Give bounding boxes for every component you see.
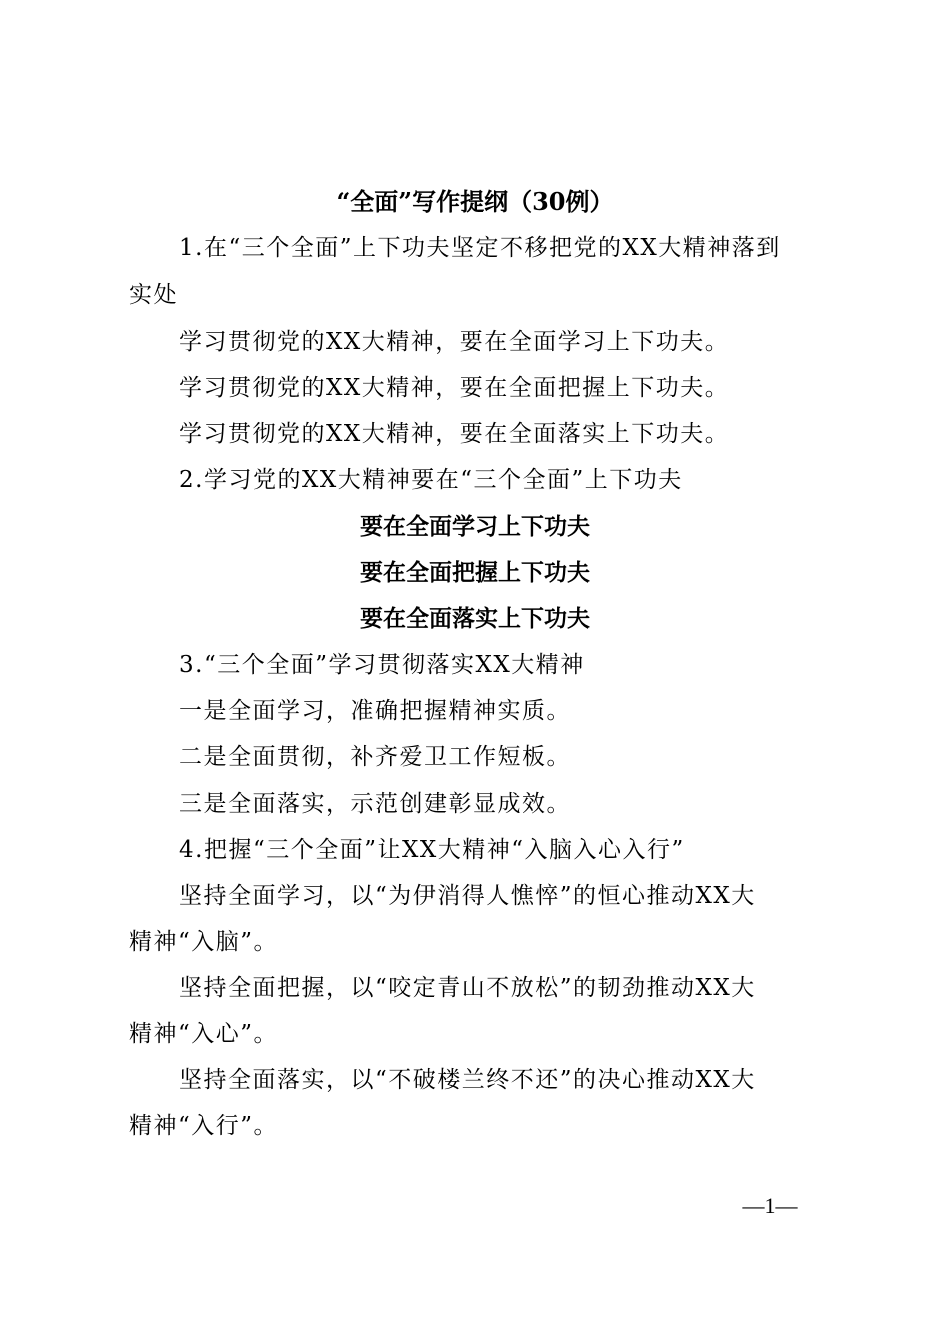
section2-item: 要在全面把握上下功夫 [360, 559, 590, 586]
section1-heading-line2: 实处 [129, 282, 178, 308]
section4-item-line2: 精神“入行”。 [129, 1113, 279, 1139]
section3-heading: 3.“三个全面”学习贯彻落实XX大精神 [179, 652, 585, 678]
section3-item: 二是全面贯彻，补齐爱卫工作短板。 [179, 744, 571, 770]
section1-item: 学习贯彻党的XX大精神，要在全面学习上下功夫。 [179, 329, 730, 355]
section2-item: 要在全面落实上下功夫 [360, 605, 590, 632]
section4-item-line1: 坚持全面把握，以“咬定青山不放松”的韧劲推动XX大 [179, 975, 756, 1001]
section3-item: 一是全面学习，准确把握精神实质。 [179, 698, 571, 724]
section4-item-line2: 精神“入脑”。 [129, 929, 279, 955]
section4-heading: 4.把握“三个全面”让XX大精神“入脑入心入行” [179, 837, 685, 863]
section4-item-line1: 坚持全面落实，以“不破楼兰终不还”的决心推动XX大 [179, 1067, 756, 1093]
section1-item: 学习贯彻党的XX大精神，要在全面落实上下功夫。 [179, 421, 730, 447]
section1-heading-line1: 1.在“三个全面”上下功夫坚定不移把党的XX大精神落到 [179, 235, 781, 261]
section4-item-line2: 精神“入心”。 [129, 1021, 279, 1047]
section3-item: 三是全面落实，示范创建彰显成效。 [179, 791, 571, 817]
section4-item-line1: 坚持全面学习，以“为伊消得人憔悴”的恒心推动XX大 [179, 883, 756, 909]
section2-heading: 2.学习党的XX大精神要在“三个全面”上下功夫 [179, 467, 683, 493]
page-number: —1— [742, 1193, 798, 1218]
section1-item: 学习贯彻党的XX大精神，要在全面把握上下功夫。 [179, 375, 730, 401]
section2-item: 要在全面学习上下功夫 [360, 513, 590, 540]
document-title: “全面”写作提纲（30例） [336, 187, 614, 216]
